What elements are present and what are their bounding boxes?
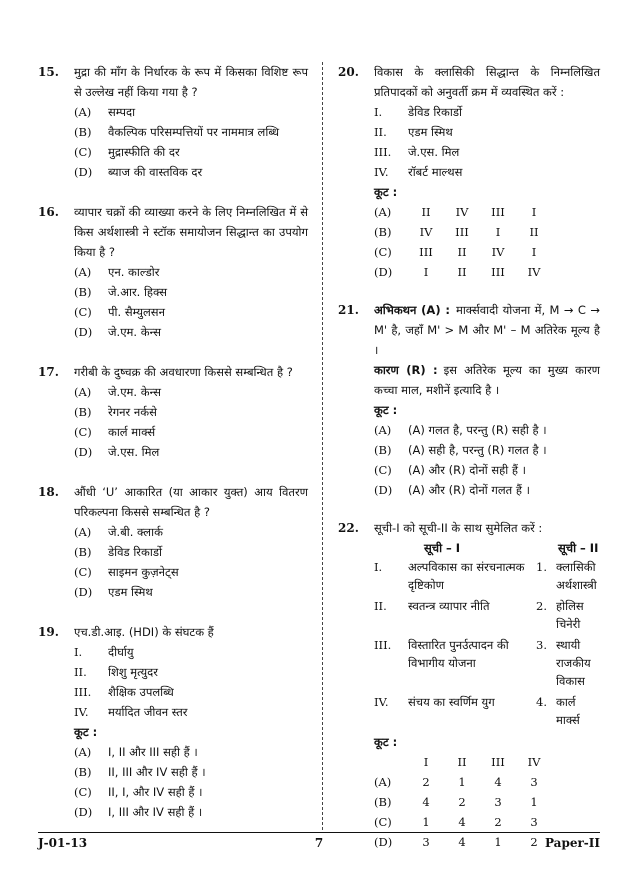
right-column [338, 62, 600, 852]
question-stem: गरीबी के दुष्चक्र की अवधारणा किससे सम्बन्धित है ? [74, 365, 293, 379]
code-heading: कूट : [374, 403, 398, 417]
option [74, 122, 308, 142]
code-cell: III [419, 245, 433, 259]
question-stem: व्यापार चक्रों की व्याख्या करने के लिए निम्नलिखित में से किस अर्थशास्त्री ने स्टॉक समायोजन सिद्धान्त का उपयोग किया है ? [74, 205, 308, 259]
code-table [374, 752, 552, 852]
option [74, 162, 308, 182]
question-stem: सूची-I को सूची-II के साथ सुमेलित करें : [374, 521, 543, 535]
match-row [374, 693, 600, 729]
option-letter: (B) [374, 443, 392, 457]
option [74, 562, 308, 582]
option-letter: (A) [74, 745, 92, 759]
option-letter: (A) [74, 385, 92, 399]
code-cell: IV [527, 265, 541, 279]
reason-label: कारण (R) : [374, 363, 438, 377]
option-text: जे.एम. केन्स [108, 385, 162, 399]
option-text: I, II और III सही हैं । [108, 745, 198, 759]
code-cell: 1 [458, 775, 466, 789]
item-text: शैक्षिक उपलब्धि [108, 685, 174, 699]
option [74, 382, 308, 402]
code-cell: I [531, 245, 537, 259]
option-text: एडम स्मिथ [108, 585, 153, 599]
reason-text: इस अतिरेक मूल्य का मुख्य कारण कच्चा माल, मशीनें इत्यादि है । [374, 363, 600, 397]
code-cell: 1 [422, 815, 430, 829]
column-divider [322, 62, 323, 830]
question-number: 22. [338, 521, 359, 535]
list-item [374, 122, 600, 142]
option-text: II, I, और IV सही हैं । [108, 785, 203, 799]
code-row [374, 812, 552, 832]
code-cell: 2 [422, 775, 430, 789]
code-cell: (B) [374, 225, 392, 239]
option [74, 582, 308, 602]
code-cell: IV [455, 205, 469, 219]
option-text: जे.एस. मिल [108, 445, 160, 459]
code-cell: IV [419, 225, 433, 239]
option-text: मुद्रास्फीति की दर [108, 145, 180, 159]
option [374, 460, 600, 480]
question-block [338, 300, 600, 500]
row-number: 2. [536, 599, 547, 613]
code-cell: 3 [422, 835, 430, 849]
option [74, 262, 308, 282]
option [74, 782, 308, 802]
code-cell: I [423, 265, 429, 279]
item-numeral: II. [74, 665, 87, 679]
row-number: 4. [536, 695, 547, 709]
option-letter: (C) [74, 565, 92, 579]
list-item [74, 682, 308, 702]
code-cell: III [491, 265, 505, 279]
option [74, 762, 308, 782]
code-row [374, 752, 552, 772]
reason [374, 360, 600, 400]
option-text: जे.बी. क्लार्क [108, 525, 163, 539]
option [74, 742, 308, 762]
item-numeral: III. [74, 685, 92, 699]
code-cell: 2 [530, 835, 538, 849]
footer-code: J-01-13 [38, 836, 88, 850]
code-cell: 1 [530, 795, 538, 809]
question-number: 21. [338, 303, 359, 317]
code-cell: I [495, 225, 501, 239]
row-number: 3. [536, 638, 547, 652]
list-item [74, 662, 308, 682]
list-item [74, 642, 308, 662]
code-cell: (C) [374, 815, 392, 829]
code-row [374, 792, 552, 812]
item-numeral: III. [374, 145, 392, 159]
question-number: 18. [38, 485, 59, 499]
option-letter: (D) [74, 325, 93, 339]
option-letter: (D) [74, 445, 93, 459]
code-heading: कूट : [374, 735, 398, 749]
question-number: 20. [338, 65, 359, 79]
option-text: वैकल्पिक परिसम्पत्तियों पर नाममात्र लब्धि [108, 125, 280, 139]
option-text: (A) और (R) दोनों सही हैं । [408, 463, 526, 477]
match-row [374, 597, 600, 633]
code-cell: 4 [422, 795, 430, 809]
row-numeral: IV. [374, 695, 389, 709]
code-cell: IV [527, 755, 541, 769]
question-block [38, 202, 308, 342]
code-row [374, 832, 552, 852]
code-cell: 3 [530, 815, 538, 829]
list-item [374, 142, 600, 162]
option-letter: (B) [74, 125, 92, 139]
option [74, 522, 308, 542]
question-block [338, 62, 600, 282]
row-numeral: III. [374, 638, 392, 652]
code-row [374, 262, 552, 282]
item-text: शिशु मृत्युदर [108, 665, 158, 679]
code-cell: II [421, 205, 431, 219]
question-block [38, 622, 308, 822]
question-stem: औंधी ‘U’ आकारित (या आकार युक्त) आय वितरण परिकल्पना किससे सम्बन्धित है ? [74, 485, 308, 519]
code-cell: IV [491, 245, 505, 259]
code-cell: III [491, 755, 505, 769]
option-letter: (A) [74, 105, 92, 119]
option [74, 802, 308, 822]
row-match: होलिस चिनेरी [556, 599, 584, 631]
row-item: अल्पविकास का संरचनात्मक दृष्टिकोण [408, 560, 525, 592]
option [374, 440, 600, 460]
option [74, 322, 308, 342]
option-text: (A) सही है, परन्तु (R) गलत है । [408, 443, 547, 457]
option-letter: (C) [74, 145, 92, 159]
option [74, 542, 308, 562]
code-cell: (A) [374, 775, 392, 789]
option [74, 442, 308, 462]
option-letter: (C) [74, 305, 92, 319]
code-cell: 2 [458, 795, 466, 809]
option-letter: (B) [74, 545, 92, 559]
row-number: 1. [536, 560, 547, 574]
option-text: जे.एम. केन्स [108, 325, 162, 339]
code-cell: (D) [374, 265, 393, 279]
option-text: जे.आर. हिक्स [108, 285, 168, 299]
list-item [74, 702, 308, 722]
list-item [374, 162, 600, 182]
question-stem: एच.डी.आइ. (HDI) के संघटक हैं [74, 625, 214, 639]
option-text: (A) गलत है, परन्तु (R) सही है । [408, 423, 547, 437]
code-cell: 4 [458, 835, 466, 849]
option-letter: (C) [374, 463, 392, 477]
option-text: एन. काल्डोर [108, 265, 160, 279]
row-match: क्लासिकी अर्थशास्त्री [556, 560, 597, 592]
option-text: रेगनर नर्कसे [108, 405, 157, 419]
item-numeral: II. [374, 125, 387, 139]
left-column [38, 62, 308, 822]
option-letter: (D) [374, 483, 393, 497]
row-item: स्वतन्त्र व्यापार नीति [408, 599, 490, 613]
code-cell: (C) [374, 245, 392, 259]
option-text: सम्पदा [108, 105, 136, 119]
item-text: रॉबर्ट माल्थस [408, 165, 463, 179]
code-cell: I [423, 755, 429, 769]
code-cell: 3 [530, 775, 538, 789]
code-cell: II [529, 225, 539, 239]
option-letter: (B) [74, 285, 92, 299]
question-number: 15. [38, 65, 59, 79]
option-text: ब्याज की वास्तविक दर [108, 165, 203, 179]
option [74, 282, 308, 302]
question-block [38, 62, 308, 182]
question-block [338, 518, 600, 852]
question-number: 16. [38, 205, 59, 219]
code-cell: (B) [374, 795, 392, 809]
option-letter: (D) [74, 805, 93, 819]
row-item: संचय का स्वर्णिम युग [408, 695, 495, 709]
list-item [374, 102, 600, 122]
item-text: जे.एस. मिल [408, 145, 460, 159]
code-row [374, 242, 552, 262]
option [74, 402, 308, 422]
option [74, 422, 308, 442]
row-item: विस्तारित पुनर्उत्पादन की विभागीय योजना [408, 638, 509, 670]
page-number: 7 [314, 836, 324, 850]
code-cell: II [457, 245, 467, 259]
item-numeral: IV. [374, 165, 389, 179]
code-cell: 4 [494, 775, 502, 789]
row-numeral: II. [374, 599, 387, 613]
code-heading: कूट : [374, 185, 398, 199]
option-letter: (C) [74, 425, 92, 439]
item-text: एडम स्मिथ [408, 125, 453, 139]
assertion [374, 300, 600, 360]
row-match: स्थायी राजकीय विकास [556, 638, 591, 688]
option-text: II, III और IV सही हैं । [108, 765, 206, 779]
option-letter: (C) [74, 785, 92, 799]
option [74, 142, 308, 162]
code-row [374, 222, 552, 242]
item-text: मर्यादित जीवन स्तर [108, 705, 188, 719]
question-number: 19. [38, 625, 59, 639]
match-row [374, 636, 600, 690]
page-footer [38, 832, 600, 850]
question-block [38, 362, 308, 462]
footer-paper: Paper-II [544, 836, 600, 850]
code-row [374, 772, 552, 792]
option-text: I, III और IV सही हैं । [108, 805, 203, 819]
option [74, 302, 308, 322]
option-letter: (D) [74, 585, 93, 599]
option-text: डेविड रिकार्डो [108, 545, 162, 559]
option-text: कार्ल मार्क्स [108, 425, 156, 439]
item-numeral: I. [74, 645, 83, 659]
item-text: डेविड रिकार्डो [408, 105, 462, 119]
code-cell: (A) [374, 205, 392, 219]
assertion-label: अभिकथन (A) : [374, 303, 450, 317]
code-cell: III [491, 205, 505, 219]
question-stem: विकास के क्लासिकी सिद्धान्त के निम्नलिखित प्रतिपादकों को अनुवर्ती क्रम में व्यवस्थित करें : [374, 65, 600, 99]
option-text: साइमन कुज़नेट्स [108, 565, 179, 579]
code-cell: I [531, 205, 537, 219]
code-cell: 1 [494, 835, 502, 849]
match-header [374, 538, 600, 558]
option-text: (A) और (R) दोनों गलत हैं । [408, 483, 530, 497]
code-cell: 2 [494, 815, 502, 829]
question-number: 17. [38, 365, 59, 379]
code-cell: III [455, 225, 469, 239]
option-letter: (A) [74, 265, 92, 279]
option-text: पी. सैम्युलसन [108, 305, 165, 319]
item-text: दीर्घायु [108, 645, 134, 659]
option-letter: (B) [74, 765, 92, 779]
option-letter: (A) [74, 525, 92, 539]
option-letter: (B) [74, 405, 92, 419]
option [374, 420, 600, 440]
option-letter: (D) [74, 165, 93, 179]
list-i-heading: सूची – I [424, 541, 461, 555]
question-block [38, 482, 308, 602]
option-letter: (A) [374, 423, 392, 437]
item-numeral: IV. [74, 705, 89, 719]
code-cell: II [457, 265, 467, 279]
code-cell: 4 [458, 815, 466, 829]
code-cell: (D) [374, 835, 393, 849]
question-stem: मुद्रा की माँग के निर्धारक के रूप में किसका विशिष्ट रूप से उल्लेख नहीं किया गया है ? [74, 65, 308, 99]
row-match: कार्ल मार्क्स [556, 695, 580, 727]
item-numeral: I. [374, 105, 383, 119]
code-cell: II [457, 755, 467, 769]
code-cell [374, 752, 408, 772]
option [74, 102, 308, 122]
code-heading: कूट : [74, 725, 98, 739]
code-table [374, 202, 552, 282]
match-row [374, 558, 600, 594]
list-ii-heading: सूची – II [558, 541, 599, 555]
code-row [374, 202, 552, 222]
row-numeral: I. [374, 560, 383, 574]
assertion-text: मार्क्सवादी योजना में, M → C → M' है, जहाँ M' > M और M' – M अतिरेक मूल्य है । [374, 303, 600, 357]
option [374, 480, 600, 500]
code-cell: 3 [494, 795, 502, 809]
